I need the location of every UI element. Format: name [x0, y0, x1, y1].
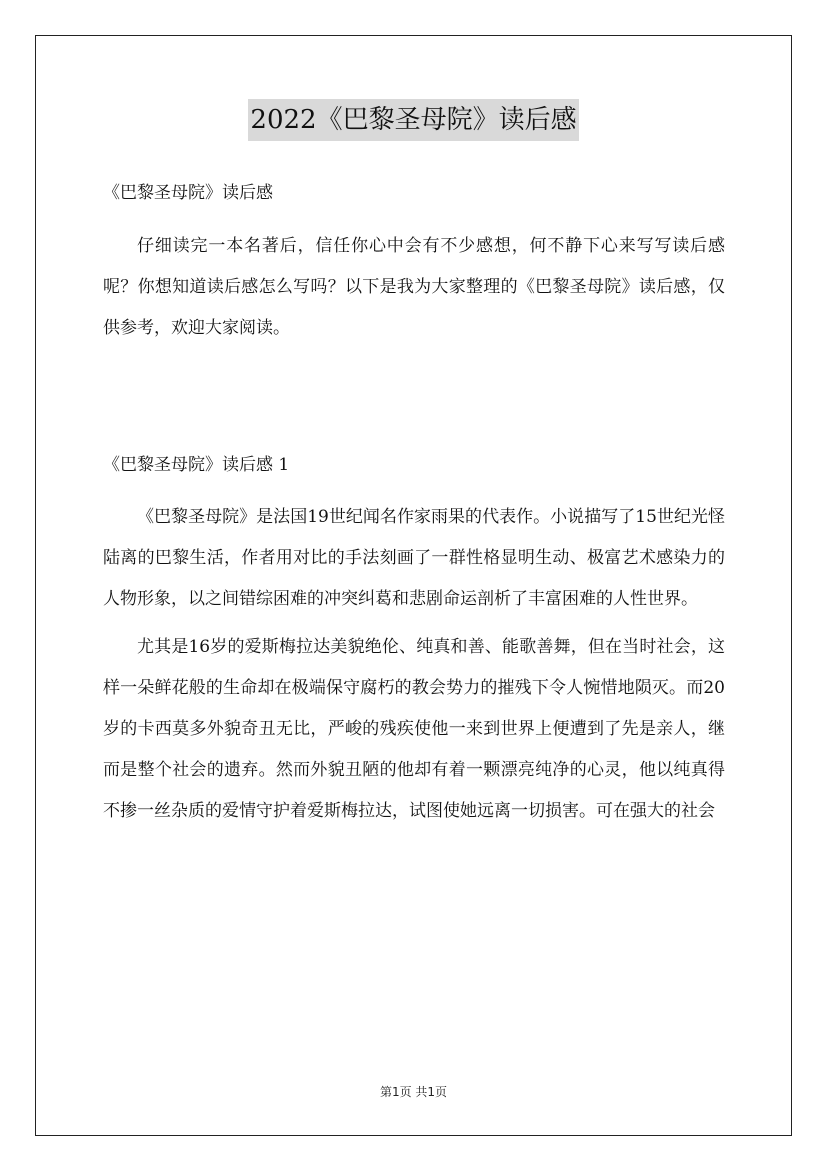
- intro-block: [103, 226, 725, 349]
- section1-paragraph-2: 尤其是16岁的爱斯梅拉达美貌绝伦、纯真和善、能歌善舞，但在当时社会，这样一朵鲜花般的生命却在极端保守腐朽的教会势力的摧残下令人惋惜地陨灭。而20岁的卡西莫多外貌奇丑无比，严峻的残疾使他一来到世界上便遭到了先是亲人，继而是整个社会的遗弃。然而外貌丑陋的他却有着一颗漂亮纯净的心灵，他以纯真得不掺一丝杂质的爱情守护着爱斯梅拉达，试图使她远离一切损害。可在强大的社会: [103, 637, 725, 821]
- document-subtitle: 《巴黎圣母院》读后感: [103, 183, 273, 203]
- section1-heading-block: [103, 445, 725, 486]
- section1-heading: 《巴黎圣母院》读后感 1: [103, 455, 290, 475]
- subtitle-block: [103, 173, 725, 214]
- section1-paragraph-1: 《巴黎圣母院》是法国19世纪闻名作家雨果的代表作。小说描写了15世纪光怪陆离的巴黎生活，作者用对比的手法刻画了一群性格显明生动、极富艺术感染力的人物形象，以之间错综困难的冲突纠葛和悲剧命运剖析了丰富困难的人性世界。: [103, 507, 725, 609]
- page-footer: 第1页 共1页: [379, 1085, 448, 1099]
- intro-paragraph: 仔细读完一本名著后，信任你心中会有不少感想，何不静下心来写写读后感呢？你想知道读后感怎么写吗？以下是我为大家整理的《巴黎圣母院》读后感，仅供参考，欢迎大家阅读。: [103, 236, 725, 338]
- document-title: 2022《巴黎圣母院》读后感: [248, 99, 578, 141]
- section1-body: [103, 497, 725, 832]
- title-container: [0, 99, 827, 141]
